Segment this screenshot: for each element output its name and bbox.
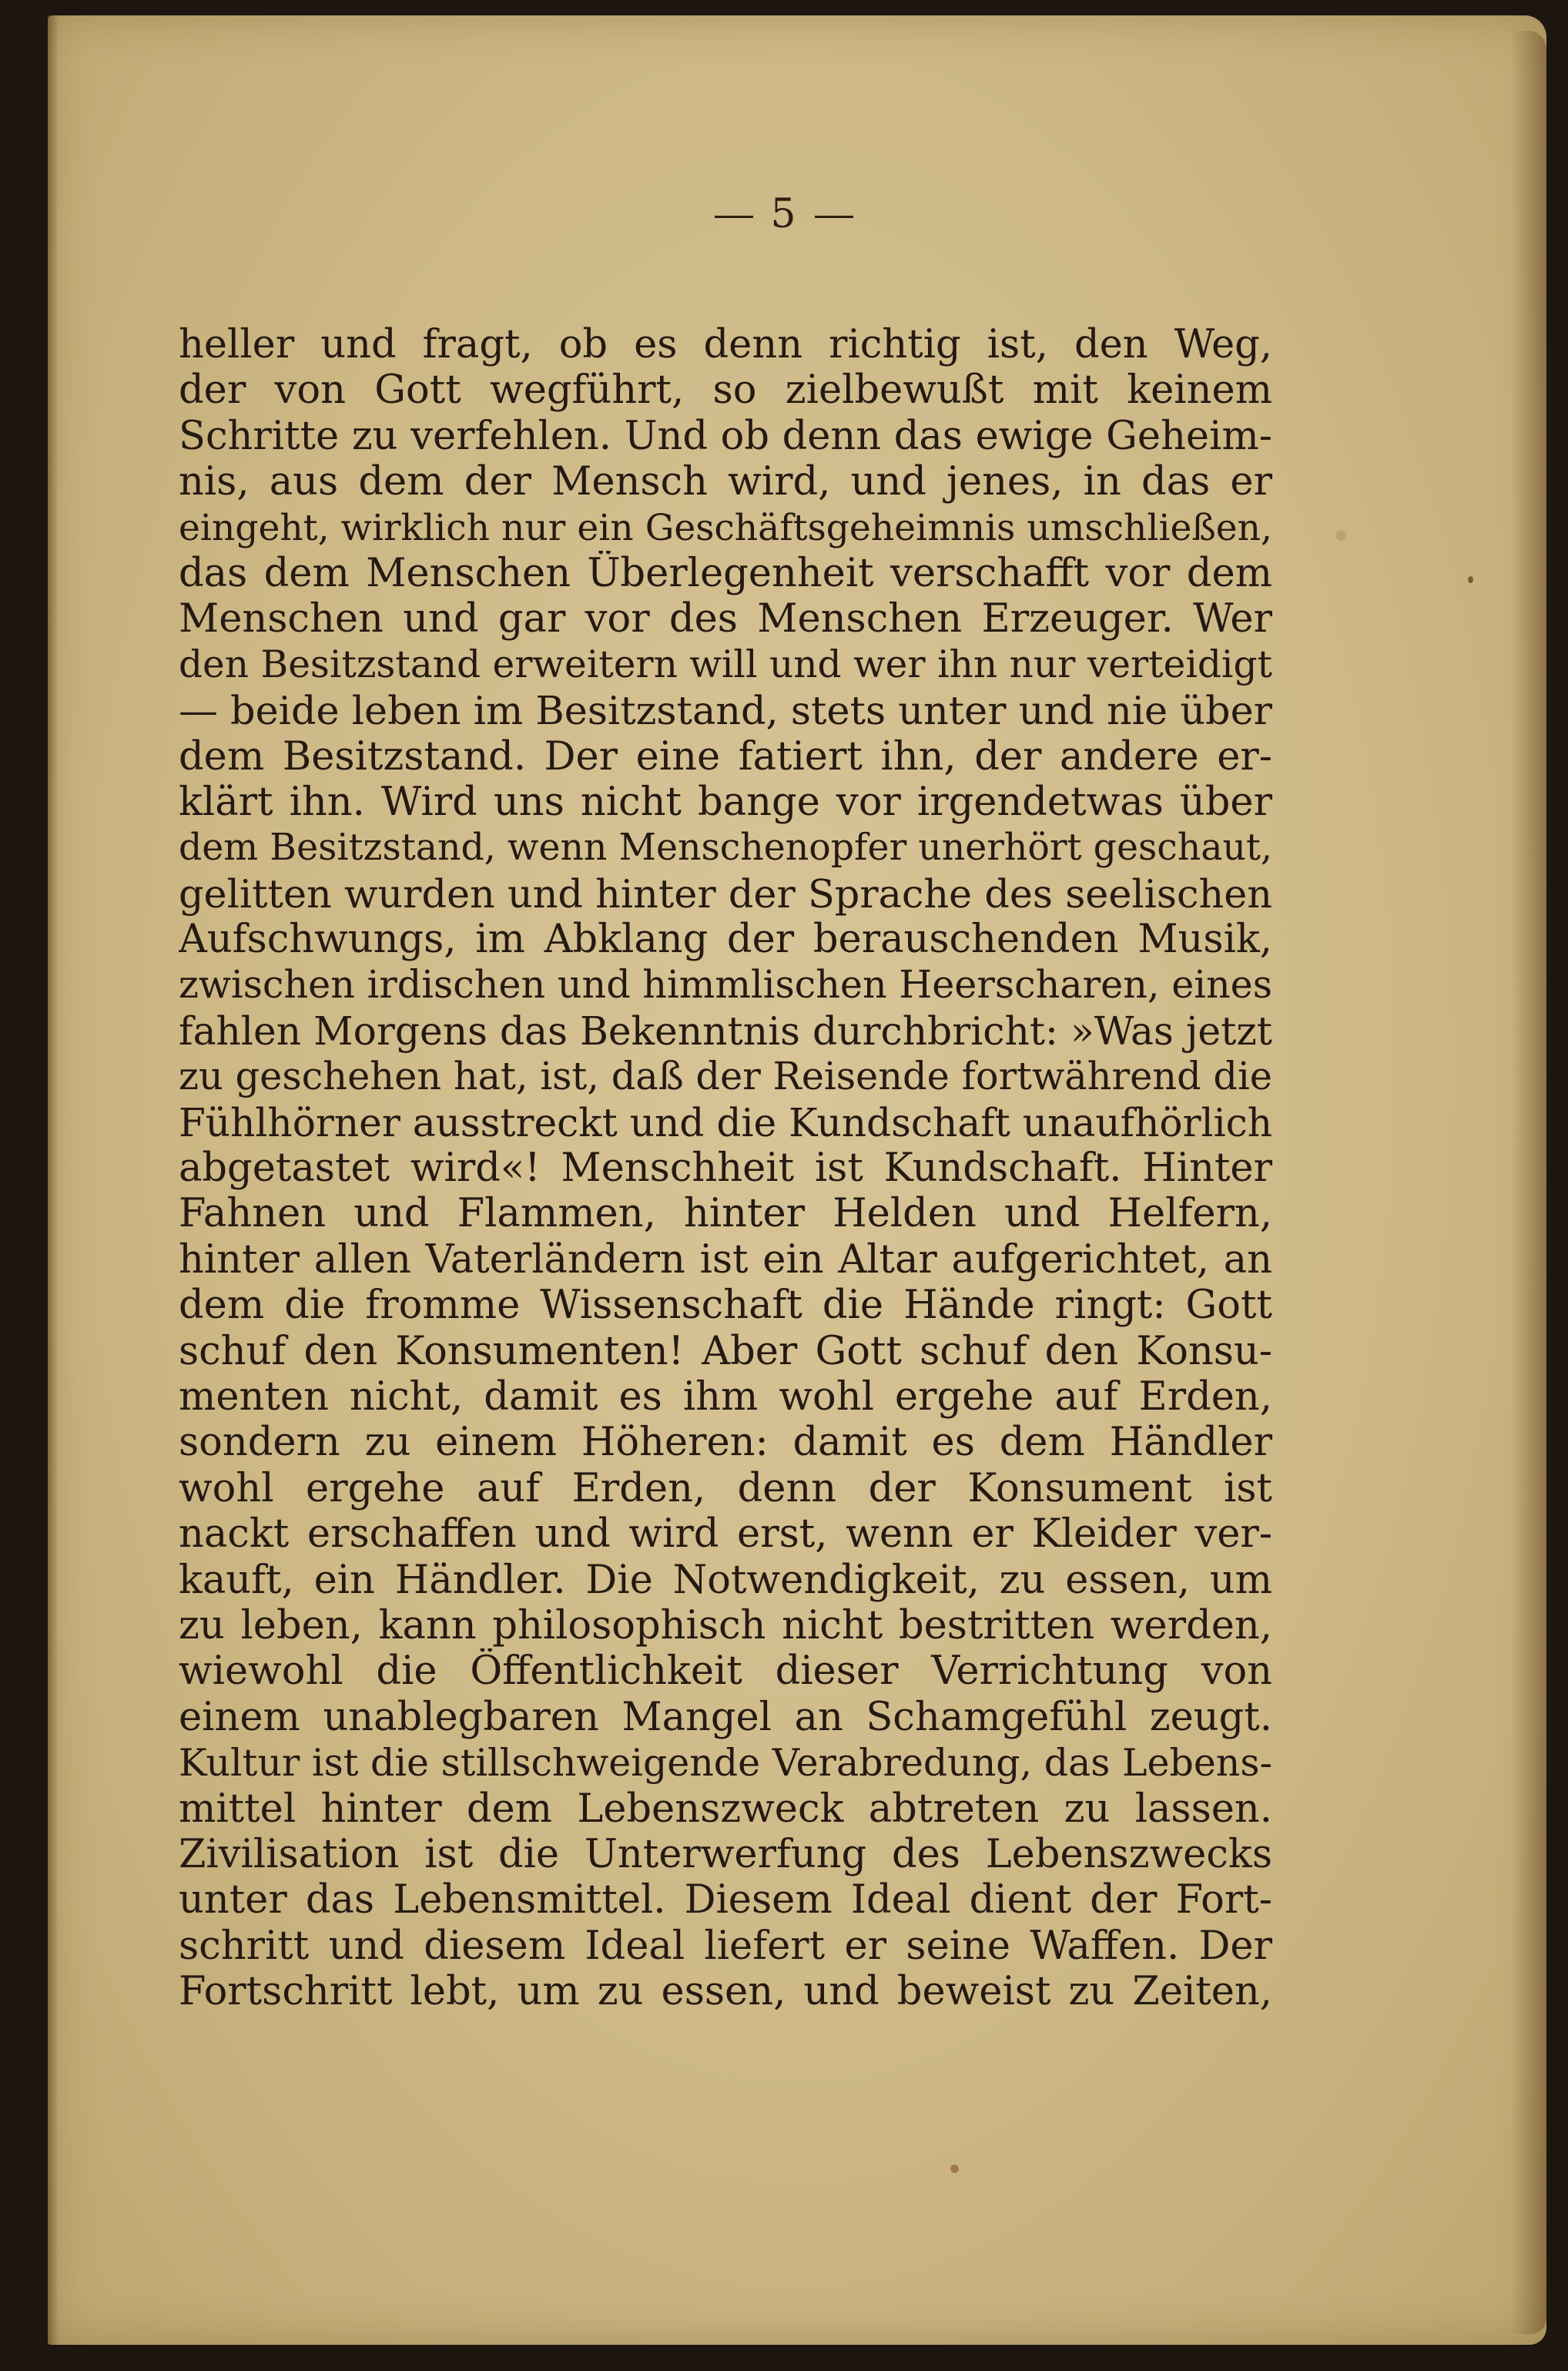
text-line: Kultur ist die stillschweigende Verabredung, das Lebens-: [179, 1741, 1272, 1786]
text-line: dem die fromme Wissenschaft die Hände ringt: Gott: [179, 1283, 1272, 1329]
text-line: wiewohl die Öffentlichkeit dieser Verrichtung von: [179, 1648, 1272, 1695]
text-line: der von Gott wegführt, so zielbewußt mit keinem: [179, 367, 1272, 414]
text-line: zwischen irdischen und himmlischen Heerscharen, eines: [179, 962, 1272, 1008]
text-line: abgetastet wird«! Menschheit ist Kundschaft. Hinter: [179, 1145, 1272, 1192]
text-line: menten nicht, damit es ihm wohl ergehe auf Erden,: [179, 1373, 1272, 1420]
text-line: schritt und diesem Ideal liefert er seine Waffen. Der: [179, 1923, 1272, 1969]
text-line: schuf den Konsumenten! Aber Gott schuf den Konsu-: [179, 1328, 1272, 1374]
text-line: nackt erschaffen und wird erst, wenn er Kleider ver-: [179, 1511, 1272, 1558]
text-line: das dem Menschen Überlegenheit verschafft vor dem: [179, 550, 1272, 596]
paper-speck: [950, 2165, 959, 2173]
paper-speck: [1468, 576, 1473, 583]
text-line: klärt ihn. Wird uns nicht bange vor irgendetwas über: [179, 779, 1272, 825]
text-line: wohl ergehe auf Erden, denn der Konsument ist: [179, 1465, 1272, 1511]
text-line: sondern zu einem Höheren: damit es dem Händler: [179, 1420, 1272, 1466]
text-line: fahlen Morgens das Bekenntnis durchbricht: »Was jetzt: [179, 1008, 1272, 1054]
text-line: Fortschritt lebt, um zu essen, und beweist zu Zeiten,: [179, 1969, 1272, 2015]
text-line: Schritte zu verfehlen. Und ob denn das ewige Geheim-: [179, 413, 1272, 459]
paper-right-shadow: [1511, 31, 1546, 2334]
page-number-left-dash: [715, 216, 753, 218]
text-line: dem Besitzstand, wenn Menschenopfer unerhört geschaut,: [179, 827, 1272, 870]
body-text: [179, 322, 1272, 2014]
text-line: einem unablegbaren Mangel an Schamgefühl zeugt.: [179, 1694, 1272, 1740]
text-line: Zivilisation ist die Unterwerfung des Lebenszwecks: [179, 1831, 1272, 1877]
text-line: zu leben, kann philosophisch nicht bestritten werden,: [179, 1602, 1272, 1648]
text-line: hinter allen Vaterländern ist ein Altar aufgerichtet, an: [179, 1236, 1272, 1283]
text-line: Menschen und gar vor des Menschen Erzeuger. Wer: [179, 596, 1272, 642]
page-number-value: 5: [770, 191, 798, 237]
text-line: eingeht, wirklich nur ein Geschäftsgeheimnis umschließen,: [179, 506, 1272, 549]
text-line: mittel hinter dem Lebenszweck abtreten zu lassen.: [179, 1786, 1272, 1832]
text-line: Aufschwungs, im Abklang der berauschenden Musik,: [179, 917, 1272, 963]
paper-left-shadow: [48, 15, 59, 2345]
page-number: [0, 191, 1568, 237]
text-line: zu geschehen hat, ist, daß der Reisende fortwährend die: [179, 1054, 1272, 1099]
text-line: Fahnen und Flammen, hinter Helden und Helfern,: [179, 1191, 1272, 1237]
text-line: Fühlhörner ausstreckt und die Kundschaft unaufhörlich: [179, 1099, 1272, 1145]
text-line: kauft, ein Händler. Die Notwendigkeit, zu essen, um: [179, 1557, 1272, 1603]
text-line: unter das Lebensmittel. Diesem Ideal dient der Fort-: [179, 1877, 1272, 1923]
text-line: dem Besitzstand. Der eine fatiert ihn, der andere er-: [179, 733, 1272, 780]
paper-speck: [1335, 530, 1346, 541]
text-line: den Besitzstand erweitern will und wer ihn nur verteidigt: [179, 642, 1272, 686]
text-line: — beide leben im Besitzstand, stets unter und nie über: [179, 688, 1272, 734]
text-line: nis, aus dem der Mensch wird, und jenes, in das er: [179, 459, 1272, 505]
text-line: gelitten wurden und hinter der Sprache des seelischen: [179, 870, 1272, 917]
text-line: heller und fragt, ob es denn richtig ist, den Weg,: [179, 322, 1272, 367]
page-number-right-dash: [815, 216, 853, 218]
